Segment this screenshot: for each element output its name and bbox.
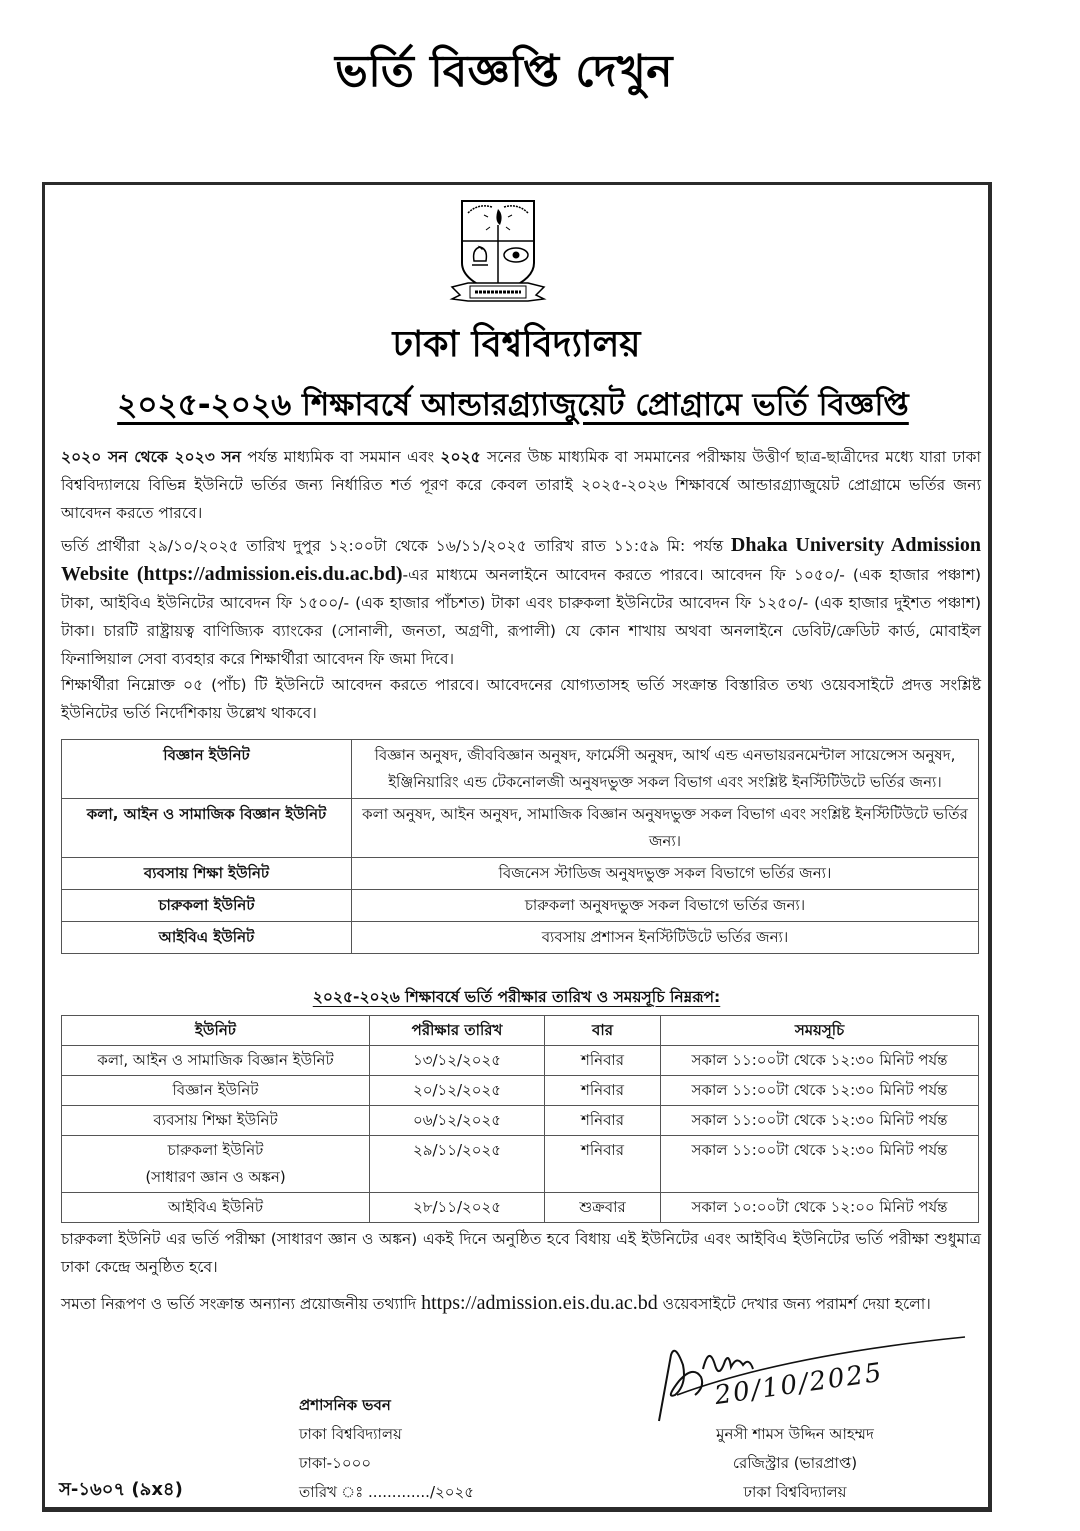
- reference-code: স-১৬০৭ (৯x৪): [59, 1479, 183, 1500]
- unit-row: [62, 890, 979, 922]
- schedule-unit-name: আইবিএ ইউনিট: [167, 1198, 264, 1216]
- page-heading: ভর্তি বিজ্ঞপ্তি দেখুন: [334, 46, 674, 97]
- unit-row: [62, 922, 979, 954]
- header-day: বার: [545, 1016, 661, 1046]
- signature-handwritten-date: 20/10/2025: [712, 1357, 886, 1411]
- schedule-unit-name: কলা, আইন ও সামাজিক বিজ্ঞান ইউনিট: [97, 1051, 334, 1069]
- schedule-day: শনিবার: [545, 1046, 661, 1076]
- schedule-unit-name: চারুকলা ইউনিট: [167, 1141, 264, 1159]
- unit-name: বিজ্ঞান ইউনিট: [62, 740, 352, 799]
- unit-description: ব্যবসায় প্রশাসন ইনস্টিটিউটে ভর্তির জন্য।: [352, 922, 979, 954]
- unit-row: [62, 858, 979, 890]
- office-university: ঢাকা বিশ্ববিদ্যালয়: [299, 1425, 402, 1443]
- application-paragraph: [61, 531, 981, 673]
- eligibility-hsc-year: ২০২৫: [440, 448, 481, 466]
- unit-row: [62, 799, 979, 858]
- header-time: সময়সূচি: [661, 1016, 979, 1046]
- schedule-date: ২০/১২/২০২৫: [370, 1076, 545, 1106]
- schedule-date: ০৬/১২/২০২৫: [370, 1106, 545, 1136]
- schedule-unit-subtitle: (সাধারণ জ্ঞান ও অঙ্কন): [145, 1168, 286, 1186]
- schedule-row: [62, 1046, 979, 1076]
- eligibility-years: ২০২০ সন থেকে ২০২৩ সন: [61, 448, 242, 466]
- office-date: তারিখ ঃ ............./২০২৫: [299, 1483, 474, 1501]
- office-address-block: [299, 1391, 474, 1507]
- website-note: [61, 1289, 981, 1318]
- exam-schedule-table: [61, 1015, 979, 1223]
- registrar-title: রেজিস্ট্রার (ভারপ্রাপ্ত): [732, 1454, 858, 1472]
- schedule-unit: [62, 1046, 370, 1076]
- registrar-block: [645, 1420, 945, 1507]
- website-note-text-a: সমতা নিরূপণ ও ভর্তি সংক্রান্ত অন্যান্য প্রয়োজনীয় তথ্যাদি: [61, 1295, 422, 1313]
- university-crest-icon: [448, 195, 548, 305]
- notice-title: ২০২৫-২০২৬ শিক্ষাবর্ষে আন্ডারগ্র্যাজুয়েট প্রোগ্রামে ভর্তি বিজ্ঞপ্তি: [117, 387, 909, 423]
- schedule-time: সকাল ১১:০০টা থেকে ১২:৩০ মিনিট পর্যন্ত: [661, 1136, 979, 1193]
- unit-name: চারুকলা ইউনিট: [62, 890, 352, 922]
- schedule-day: শনিবার: [545, 1136, 661, 1193]
- website-note-url[interactable]: https://admission.eis.du.ac.bd: [421, 1292, 658, 1314]
- schedule-unit-name: বিজ্ঞান ইউনিট: [172, 1081, 259, 1099]
- header-exam-date: পরীক্ষার তারিখ: [370, 1016, 545, 1046]
- schedule-row: [62, 1193, 979, 1223]
- unit-row: [62, 740, 979, 799]
- schedule-time: সকাল ১১:০০টা থেকে ১২:৩০ মিনিট পর্যন্ত: [661, 1046, 979, 1076]
- dhaka-center-note: চারুকলা ইউনিট এর ভর্তি পরীক্ষা (সাধারণ জ্ঞান ও অঙ্কন) একই দিনে অনুষ্ঠিত হবে বিধায় এই ইউনিটের এবং আইবিএ ইউনিটের ভর্তি পরীক্ষা শুধুমাত্র ঢাকা কেন্দ্রে অনুষ্ঠিত হবে।: [61, 1230, 981, 1276]
- application-text-a: ভর্তি প্রার্থীরা ২৯/১০/২০২৫ তারিখ দুপুর ১২:০০টা থেকে ১৬/১১/২০২৫ তারিখ রাত ১১:৫৯ মি: পর্যন্ত: [61, 537, 731, 555]
- units-intro-paragraph: শিক্ষার্থীরা নিম্নোক্ত ০৫ (পাঁচ) টি ইউনিটে আবেদন করতে পারবে। আবেদনের যোগ্যতাসহ ভর্তি সংক্রান্ত বিস্তারিত তথ্য ওয়েবসাইটে প্রদত্ত সংশ্লিষ্ট ইউনিটের ভর্তি নির্দেশিকায় উল্লেখ থাকবে।: [61, 676, 981, 722]
- eligibility-paragraph: [61, 443, 981, 527]
- schedule-caption: ২০২৫-২০২৬ শিক্ষাবর্ষে ভর্তি পরীক্ষার তারিখ ও সময়সূচি নিম্নরূপ:: [312, 988, 721, 1006]
- admission-notice-document: [42, 182, 992, 1512]
- office-building: প্রশাসনিক ভবন: [299, 1396, 391, 1414]
- schedule-unit: [62, 1136, 370, 1193]
- schedule-time: সকাল ১০:০০টা থেকে ১২:০০ মিনিট পর্যন্ত: [661, 1193, 979, 1223]
- unit-description: বিজ্ঞান অনুষদ, জীববিজ্ঞান অনুষদ, ফার্মেসী অনুষদ, আর্থ এন্ড এনভায়রনমেন্টাল সায়েন্সেস অনুষদ, ইঞ্জিনিয়ারিং এন্ড টেকনোলজী অনুষদভুক্ত সকল বিভাগ এবং সংশ্লিষ্ট ইনস্টিটিউটে ভর্তির জন্য।: [352, 740, 979, 799]
- university-name: ঢাকা বিশ্ববিদ্যালয়: [392, 324, 641, 365]
- unit-description: বিজনেস স্টাডিজ অনুষদভুক্ত সকল বিভাগে ভর্তির জন্য।: [352, 858, 979, 890]
- registrar-name: মুনসী শামস উদ্দিন আহম্মদ: [716, 1425, 874, 1443]
- schedule-header-row: [62, 1016, 979, 1046]
- schedule-unit: [62, 1076, 370, 1106]
- unit-description: চারুকলা অনুষদভুক্ত সকল বিভাগে ভর্তির জন্য।: [352, 890, 979, 922]
- unit-name: আইবিএ ইউনিট: [62, 922, 352, 954]
- unit-description: কলা অনুষদ, আইন অনুষদ, সামাজিক বিজ্ঞান অনুষদভুক্ত সকল বিভাগ এবং সংশ্লিষ্ট ইনস্টিটিউটে ভর্তির জন্য।: [352, 799, 979, 858]
- unit-name: কলা, আইন ও সামাজিক বিজ্ঞান ইউনিট: [62, 799, 352, 858]
- schedule-time: সকাল ১১:০০টা থেকে ১২:৩০ মিনিট পর্যন্ত: [661, 1106, 979, 1136]
- application-text-b: -এর মাধ্যমে অনলাইনে আবেদন করতে পারবে। আবেদন ফি ১০৫০/- (এক হাজার পঞ্চাশ) টাকা, আইবিএ ইউনিটের আবেদন ফি ১৫০০/- (এক হাজার পাঁচশত) টাকা এবং চারুকলা ইউনিটের আবেদন ফি ১২৫০/- (এক হাজার দুইশত পঞ্চাশ) টাকা। চারটি রাষ্ট্রায়ত্ব বাণিজ্যিক ব্যাংকের (সোনালী, জনতা, অগ্রণী, রূপালী) যে কোন শাখায় অথবা অনলাইনে ডেবিট/ক্রেডিট কার্ড, মোবাইল ফিনান্সিয়াল সেবা ব্যবহার করে শিক্ষার্থীরা আবেদন ফি জমা দিবে।: [61, 566, 982, 668]
- registrar-org: ঢাকা বিশ্ববিদ্যালয়: [743, 1483, 847, 1501]
- schedule-date: ২৮/১১/২০২৫: [370, 1193, 545, 1223]
- website-note-text-b: ওয়েবসাইটে দেখার জন্য পরামর্শ দেয়া হলো।: [657, 1295, 931, 1313]
- office-city: ঢাকা-১০০০: [299, 1454, 372, 1472]
- eligibility-text-a: পর্যন্ত মাধ্যমিক বা সমমান এবং: [241, 448, 441, 466]
- schedule-unit: [62, 1106, 370, 1136]
- schedule-time: সকাল ১১:০০টা থেকে ১২:৩০ মিনিট পর্যন্ত: [661, 1076, 979, 1106]
- admission-website-link[interactable]: Dhaka University Admission Website (https://admission.eis.du.ac.bd): [61, 534, 981, 585]
- schedule-row: [62, 1076, 979, 1106]
- schedule-row: [62, 1136, 979, 1193]
- units-table: [61, 739, 979, 954]
- schedule-unit-name: ব্যবসায় শিক্ষা ইউনিট: [153, 1111, 278, 1129]
- schedule-row: [62, 1106, 979, 1136]
- schedule-day: শনিবার: [545, 1076, 661, 1106]
- schedule-day: শনিবার: [545, 1106, 661, 1136]
- unit-name: ব্যবসায় শিক্ষা ইউনিট: [62, 858, 352, 890]
- schedule-date: ১৩/১২/২০২৫: [370, 1046, 545, 1076]
- eligibility-text-b: সনের উচ্চ মাধ্যমিক বা সমমানের পরীক্ষায় উত্তীর্ণ ছাত্র-ছাত্রীদের মধ্যে যারা ঢাকা বিশ্ববিদ্যালয়ে বিভিন্ন ইউনিটে ভর্তির জন্য নির্ধারিত শর্ত পূরণ করে কেবল তারাই ২০২৫-২০২৬ শিক্ষাবর্ষে আন্ডারগ্র্যাজুয়েট প্রোগ্রামে ভর্তির জন্য আবেদন করতে পারবে।: [61, 448, 981, 522]
- schedule-day: শুক্রবার: [545, 1193, 661, 1223]
- header-unit: ইউনিট: [62, 1016, 370, 1046]
- schedule-date: ২৯/১১/২০২৫: [370, 1136, 545, 1193]
- schedule-unit: [62, 1193, 370, 1223]
